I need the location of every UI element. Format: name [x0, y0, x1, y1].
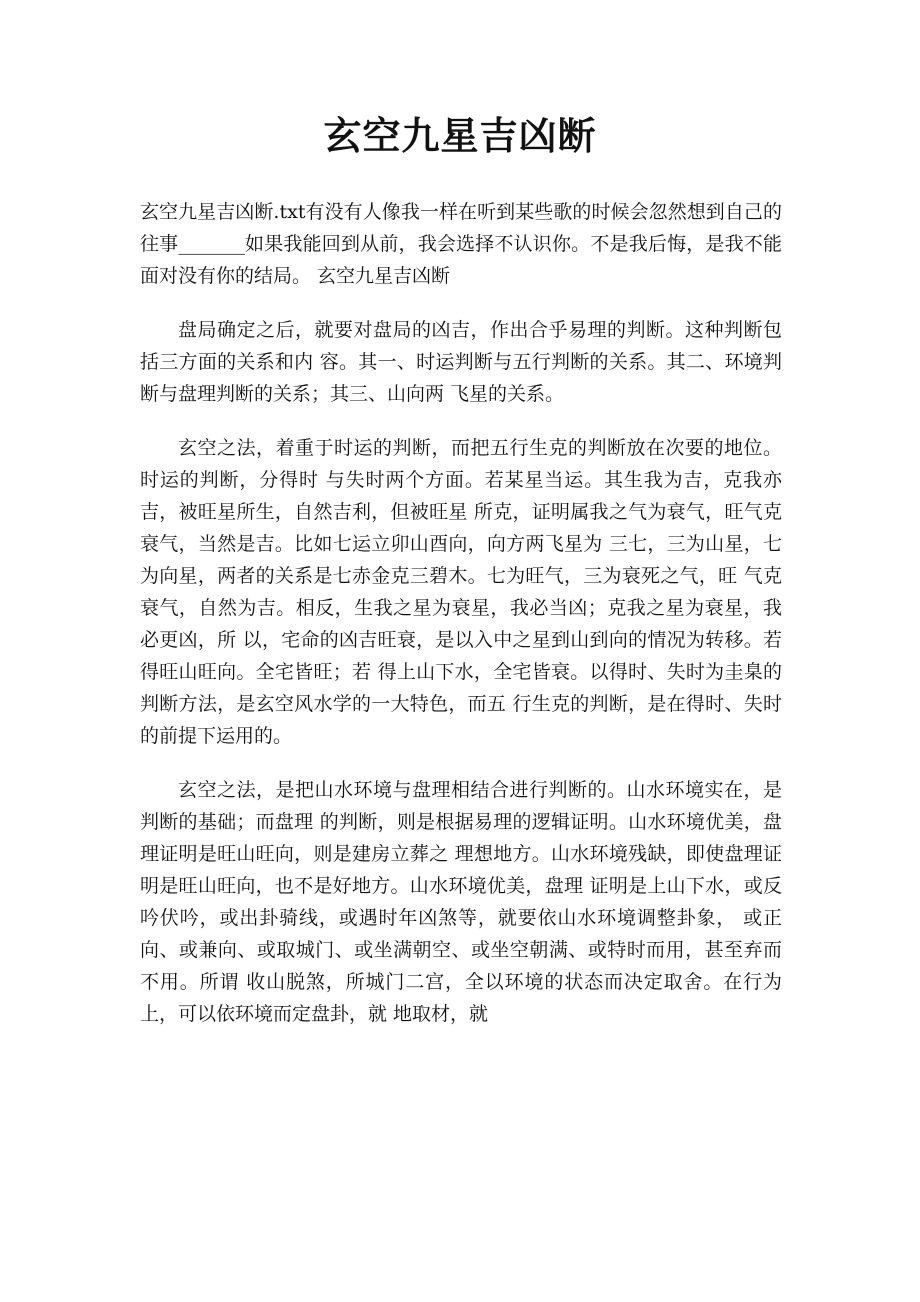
- paragraph-timing-judgment: 玄空之法，着重于时运的判断，而把五行生克的判断放在次要的地位。时运的判断，分得时 与失时两个方面。若某星当运。其生我为吉，克我亦吉，被旺星所生，自然吉利，但被旺星 所克，证明属我之气为衰气，旺气克衰气，当然是吉。比如七运立卯山酉向，向方两飞星为 三七，三为山星，七为向星，两者的关系是七赤金克三碧木。七为旺气，三为衰死之气，旺 气克衰气，自然为吉。相反，生我之星为衰星，我必当凶；克我之星为衰星，我必更凶，所 以，宅命的凶吉旺衰，是以入中之星到山到向的情况为转移。若得旺山旺向。全宅皆旺；若 得上山下水，全宅皆衰。以得时、失时为圭臬的判断方法，是玄空风水学的一大特色，而五 行生克的判断，是在得时、失时的前提下运用的。: [140, 437, 782, 747]
- paragraph-judgment-overview: 盘局确定之后，就要对盘局的凶吉，作出合乎易理的判断。这种判断包括三方面的关系和内 容。其一、时运判断与五行判断的关系。其二、环境判断与盘理判断的关系；其三、山向两 飞星的关系。: [140, 319, 782, 405]
- paragraph-intro: 玄空九星吉凶断.txt有没有人像我一样在听到某些歌的时候会忽然想到自己的往事_______如果我能回到从前，我会选择不认识你。不是我后悔，是我不能面对没有你的结局。 玄空九星吉凶断: [140, 201, 782, 287]
- document-body: [140, 196, 782, 1052]
- paragraph-environment-judgment: 玄空之法，是把山水环境与盘理相结合进行判断的。山水环境实在，是判断的基础；而盘理 的判断，则是根据易理的逻辑证明。山水环境优美，盘理证明是旺山旺向，则是建房立葬之 理想地方。山水环境残缺，即使盘理证明是旺山旺向，也不是好地方。山水环境优美，盘理 证明是上山下水，或反吟伏吟，或出卦骑线，或遇时年凶煞等，就要依山水环境调整卦象， 或正向、或兼向、或取城门、或坐满朝空、或坐空朝满、或特时而用，甚至弃而不用。所谓 收山脱煞，所城门二宫，全以环境的状态而决定取舍。在行为上，可以依环境而定盘卦，就 地取材，就: [140, 779, 782, 1025]
- document-title: 玄空九星吉凶断: [323, 113, 597, 158]
